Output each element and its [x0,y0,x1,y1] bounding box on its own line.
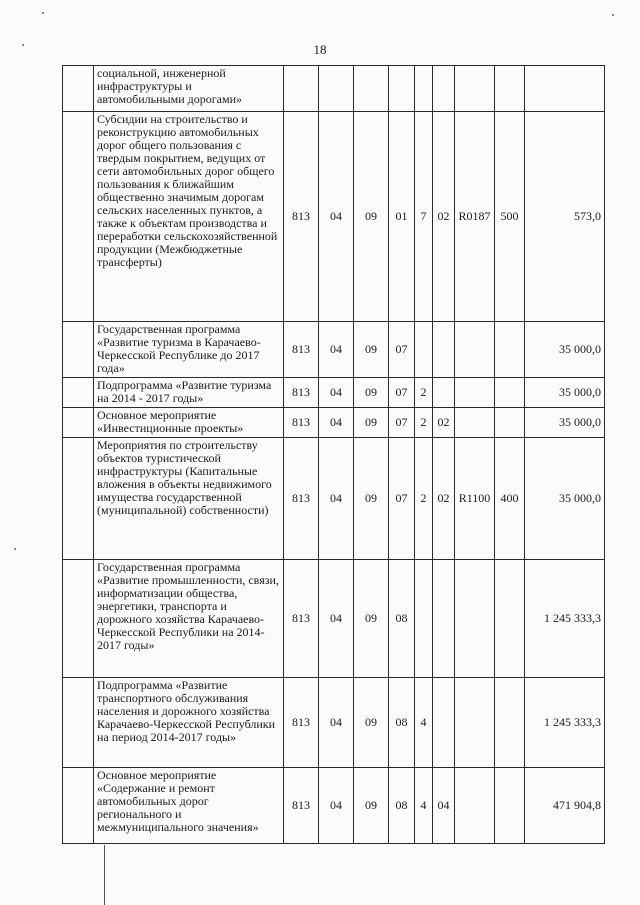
amount: 35 000,0 [525,438,605,560]
item-name: Подпрограмма «Развитие транспортного обслуживания населения и дорожного хозяйства Карачаево-Черкесской Республики на период 2014-2017 годы» [94,678,284,768]
table-row [63,678,605,768]
activity-code: 02 [433,408,455,438]
row-margin-cell [63,560,94,678]
direction-code: R0187 [455,112,495,322]
row-margin-cell [63,322,94,378]
section-code: 04 [319,378,354,408]
expense-type-code: 400 [495,438,525,560]
amount: 471 904,8 [525,768,605,844]
subprogram-code: 2 [415,408,433,438]
amount [525,66,605,112]
program-code: 08 [389,560,415,678]
program-code: 08 [389,768,415,844]
subprogram-code [415,560,433,678]
subsection-code: 09 [354,112,389,322]
subprogram-code: 2 [415,378,433,408]
direction-code [455,378,495,408]
scan-speck [14,548,16,550]
expense-type-code [495,678,525,768]
expense-type-code [495,66,525,112]
table-row [63,66,605,112]
direction-code [455,678,495,768]
subsection-code: 09 [354,768,389,844]
section-code: 04 [319,438,354,560]
row-margin-cell [63,438,94,560]
section-code: 04 [319,322,354,378]
activity-code [433,560,455,678]
program-code: 07 [389,378,415,408]
activity-code [433,322,455,378]
table-row [63,112,605,322]
item-name: Субсидии на строительство и реконструкцию автомобильных дорог общего пользования с твердым покрытием, ведущих от сети автомобильных дорог общего пользования к ближайшим общественно значимым дорогам сельских населенных пунктов, а также к объектам производства и переработки сельскохозяйственной продукции (Межбюджетные трансферты) [94,112,284,322]
subprogram-code [415,66,433,112]
admin-code: 813 [284,378,319,408]
table-row [63,378,605,408]
admin-code: 813 [284,438,319,560]
amount: 1 245 333,3 [525,678,605,768]
subsection-code: 09 [354,438,389,560]
program-code: 08 [389,678,415,768]
subsection-code: 09 [354,408,389,438]
admin-code: 813 [284,768,319,844]
admin-code: 813 [284,678,319,768]
scan-speck [612,14,614,16]
row-margin-cell [63,378,94,408]
section-code: 04 [319,678,354,768]
activity-code: 02 [433,438,455,560]
subprogram-code: 2 [415,438,433,560]
row-margin-cell [63,112,94,322]
amount: 1 245 333,3 [525,560,605,678]
table-row [63,768,605,844]
direction-code [455,768,495,844]
amount: 573,0 [525,112,605,322]
subsection-code: 09 [354,322,389,378]
row-margin-cell [63,678,94,768]
admin-code [284,66,319,112]
item-name: Подпрограмма «Развитие туризма на 2014 - 2017 годы» [94,378,284,408]
table-row [63,560,605,678]
section-code: 04 [319,408,354,438]
activity-code: 04 [433,768,455,844]
activity-code: 02 [433,112,455,322]
amount: 35 000,0 [525,378,605,408]
item-name: Основное мероприятие «Инвестиционные проекты» [94,408,284,438]
item-name: Государственная программа «Развитие промышленности, связи, информатизации общества, энергетики, транспорта и дорожного хозяйства Карачаево-Черкесской Республики на 2014-2017 годы» [94,560,284,678]
activity-code [433,678,455,768]
section-code: 04 [319,768,354,844]
subsection-code: 09 [354,378,389,408]
activity-code [433,378,455,408]
amount: 35 000,0 [525,322,605,378]
table-row [63,322,605,378]
scan-speck [22,44,24,46]
subsection-code: 09 [354,560,389,678]
direction-code [455,560,495,678]
subprogram-code: 7 [415,112,433,322]
expense-type-code [495,408,525,438]
expense-type-code [495,560,525,678]
direction-code [455,322,495,378]
admin-code: 813 [284,560,319,678]
page-number: 18 [313,42,327,57]
admin-code: 813 [284,322,319,378]
item-name: Государственная программа «Развитие туризма в Карачаево-Черкесской Республике до 2017 года» [94,322,284,378]
subsection-code: 09 [354,678,389,768]
table-row [63,438,605,560]
amount: 35 000,0 [525,408,605,438]
expense-type-code [495,378,525,408]
scan-speck [42,12,44,14]
program-code: 07 [389,408,415,438]
program-code [389,66,415,112]
program-code: 07 [389,322,415,378]
admin-code: 813 [284,408,319,438]
margin-line [104,845,105,905]
budget-table [62,65,605,844]
subprogram-code: 4 [415,768,433,844]
program-code: 01 [389,112,415,322]
section-code [319,66,354,112]
program-code: 07 [389,438,415,560]
item-name: Основное мероприятие «Содержание и ремонт автомобильных дорог регионального и межмуниципального значения» [94,768,284,844]
row-margin-cell [63,66,94,112]
direction-code [455,66,495,112]
row-margin-cell [63,768,94,844]
row-margin-cell [63,408,94,438]
section-code: 04 [319,112,354,322]
direction-code [455,408,495,438]
subprogram-code: 4 [415,678,433,768]
direction-code: R1100 [455,438,495,560]
activity-code [433,66,455,112]
subprogram-code [415,322,433,378]
subsection-code [354,66,389,112]
item-name: Мероприятия по строительству объектов туристической инфраструктуры (Капитальные вложения в объекты недвижимого имущества государственной (муниципальной) собственности) [94,438,284,560]
table-row [63,408,605,438]
admin-code: 813 [284,112,319,322]
item-name: социальной, инженерной инфраструктуры и автомобильными дорогами» [94,66,284,112]
section-code: 04 [319,560,354,678]
expense-type-code: 500 [495,112,525,322]
expense-type-code [495,322,525,378]
expense-type-code [495,768,525,844]
